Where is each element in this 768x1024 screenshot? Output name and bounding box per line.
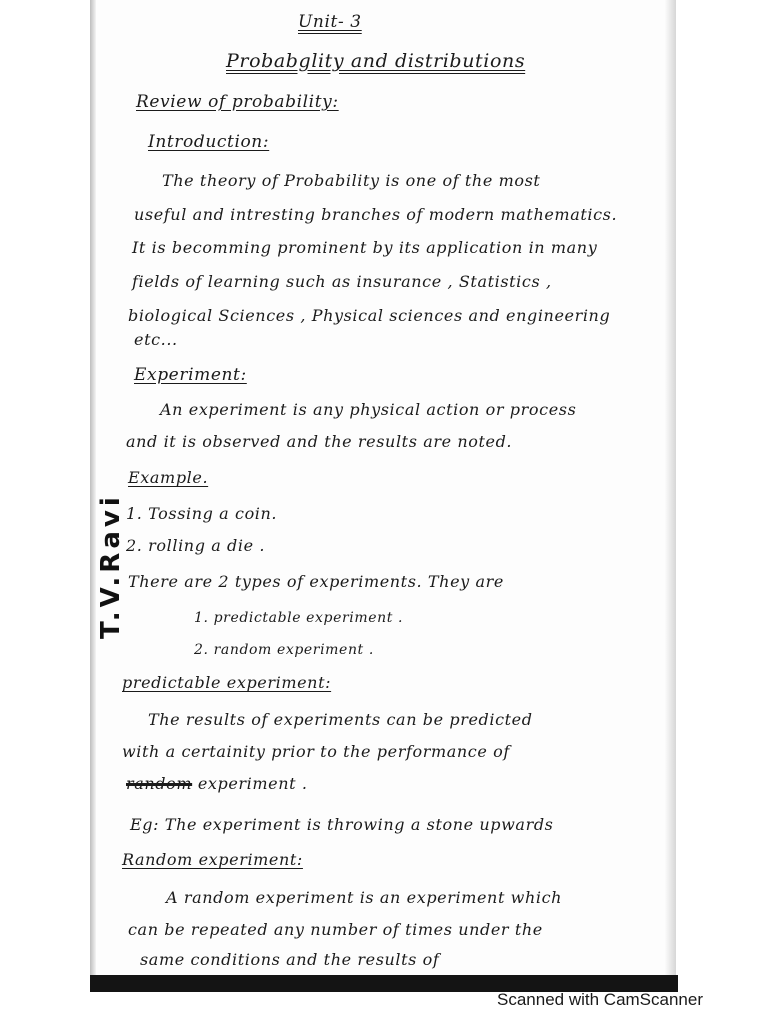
review-heading: Review of probability:: [136, 92, 339, 112]
camscanner-watermark: Scanned with CamScanner: [497, 990, 704, 1009]
predictable-line-end: [126, 774, 308, 793]
intro-line: The theory of Probability is one of the most: [162, 171, 541, 190]
intro-line: fields of learning such as insurance , Statistics ,: [132, 272, 552, 291]
types-line: There are 2 types of experiments. They are: [128, 572, 504, 591]
page-edge-shadow-right: [664, 0, 676, 992]
experiment-line: An experiment is any physical action or process: [160, 400, 577, 419]
page-title: Probabglity and distributions: [226, 50, 526, 72]
margin-signature: T.V.Ravi: [96, 493, 126, 639]
intro-line: useful and intresting branches of modern mathematics.: [134, 205, 618, 224]
intro-line: etc...: [134, 330, 178, 349]
intro-line: It is becomming prominent by its application in many: [132, 238, 598, 257]
experiment-line: and it is observed and the results are noted.: [126, 432, 513, 451]
intro-heading: Introduction:: [148, 132, 270, 152]
random-line: can be repeated any number of times under the: [128, 920, 543, 939]
predictable-end: experiment .: [197, 774, 308, 793]
struck-word: random: [126, 774, 193, 793]
unit-label: Unit- 3: [298, 12, 362, 32]
predictable-line: with a certainity prior to the performance of: [122, 742, 510, 761]
random-line: same conditions and the results of: [140, 950, 440, 969]
experiment-heading: Experiment:: [134, 365, 247, 385]
type-item: 1. predictable experiment .: [194, 610, 404, 626]
random-heading: Random experiment:: [122, 850, 303, 869]
random-line: A random experiment is an experiment which: [166, 888, 563, 907]
type-item: 2. random experiment .: [194, 642, 374, 658]
example-item: 1. Tossing a coin.: [126, 504, 278, 523]
example-line: Eg: The experiment is throwing a stone upwards: [130, 815, 554, 834]
predictable-heading: predictable experiment:: [122, 673, 332, 692]
predictable-line: The results of experiments can be predicted: [148, 710, 533, 729]
intro-line: biological Sciences , Physical sciences and engineering: [128, 306, 611, 325]
example-heading: Example.: [128, 468, 209, 487]
example-item: 2. rolling a die .: [126, 536, 266, 555]
